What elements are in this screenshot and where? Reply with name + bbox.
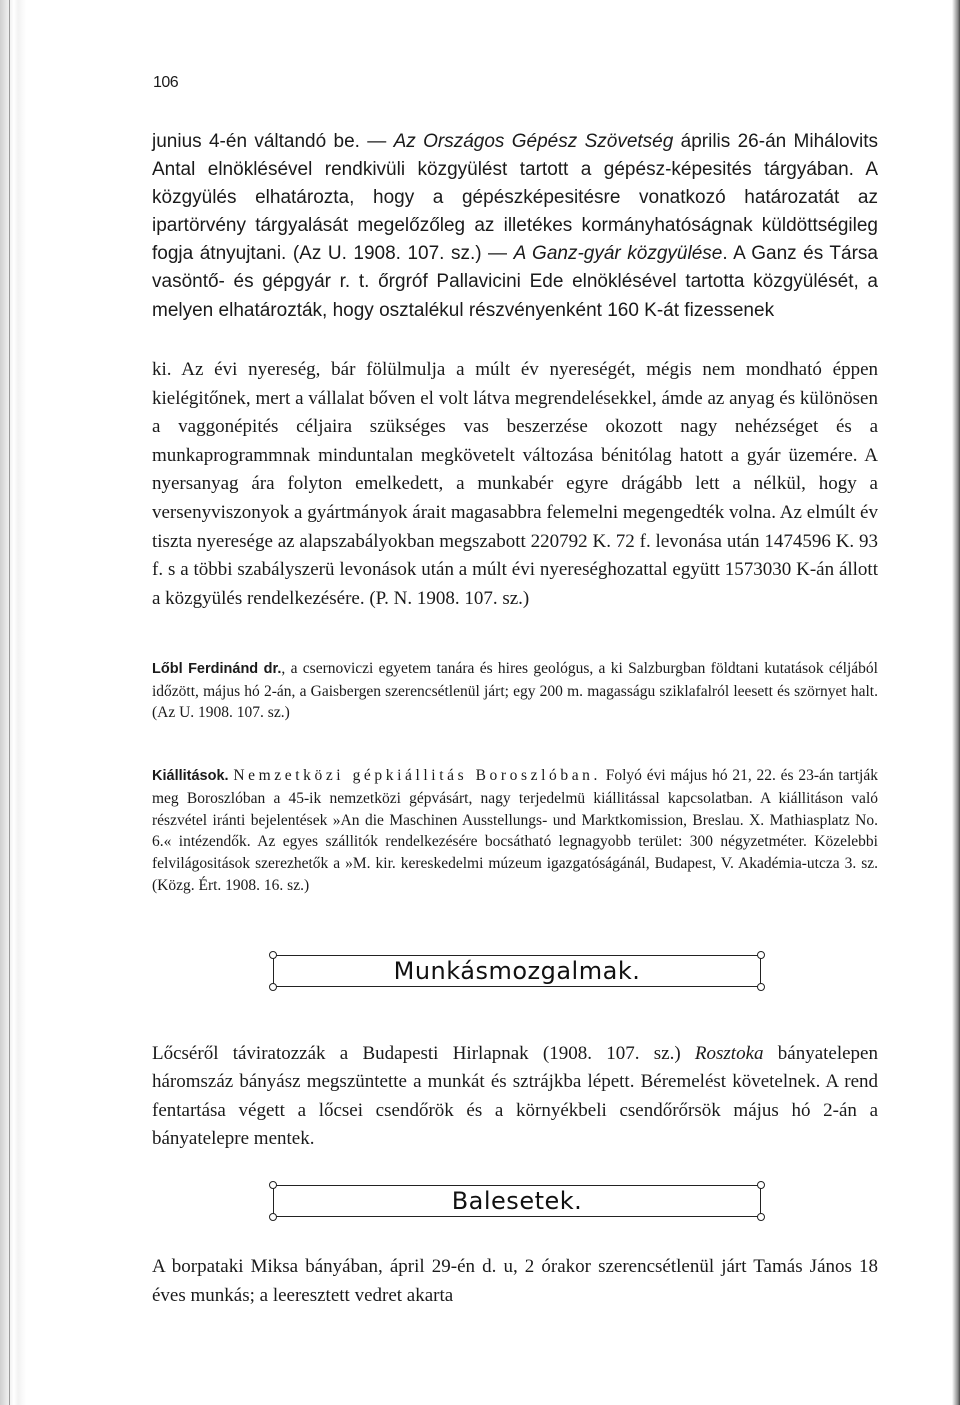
italic-run: Az Országos Gépész Szövetség: [393, 131, 674, 152]
text-run: junius 4-én váltandó be. —: [152, 131, 394, 152]
bold-run: Lőbl Ferdinánd dr.: [152, 661, 282, 677]
paragraph-orszagos-gepesz: [152, 128, 878, 325]
paragraph-kiallitasok: [152, 765, 878, 897]
paragraph-lobl: [152, 658, 878, 724]
page-edge: [952, 0, 960, 1405]
text-run: . A Ganz és Társa vasöntő- és gépgyár r. t. őrgróf Pallavicini Ede elnöklésével tartotta közgyülését, a melyen elhatározták, hogy osztalékul részvényenként 160 K-át fizessenek: [152, 243, 878, 321]
heading-text: Balesetek.: [451, 1187, 583, 1215]
italic-run: Rosztoka: [694, 1043, 764, 1064]
page-number: 106: [153, 74, 179, 91]
bold-run: Kiállitások.: [152, 768, 229, 784]
page-binding-shadow: [0, 0, 26, 1405]
text-run: , a csernoviczi egyetem tanára és hires geológus, a ki Salzburgban földtani kutatások céljából időzött, május hó 2-án, a Gaisbergen szerencsétlenül járt; egy 200 m. magasságu sziklafalról leesett és szörnyet halt. (Az U. 1908. 107. sz.): [152, 660, 878, 721]
text-run: bányatelepen háromszáz bányász megszüntette a munkát és sztrájkba lépett. Béremelést követelnek. A rend fentartása végett a lőcsei csendőrök és a környékbeli csendőrőrsök május hó 2-án a bányatelepre mentek.: [152, 1043, 878, 1149]
section-heading-munkasmozgalmak: [268, 950, 766, 992]
text-run: április 26-án Mihálovits Antal elnöklésével rendkivüli közgyülést tartott a gépész-képesités tárgyában. A közgyülés elhatározta, hogy a gépészképesitésre vonatkozó határozatát az ipartörvény tárgyalását megelőzőleg az illetékes kormányhatóságnak küldöttségileg fogja átnyujtani. (Az U. 1908. 107. sz.) —: [152, 131, 879, 265]
italic-run: A Ganz-gyár közgyülése: [513, 243, 723, 265]
paragraph-locse: [152, 1040, 878, 1153]
heading-text: Munkásmozgalmak.: [393, 957, 641, 985]
text-run: Folyó évi május hó 21, 22. és 23-án tartják meg Boroszlóban a 45-ik nemzetközi gépvásárt, nagy terjedelmü kiállitással kapcsolatban. A kiállitáson való részvétel iránti bejelentések »An die Maschinen Ausstellungs- und Marktkomission, Breslau. X. Mathiasplatz No. 6.« intézendők. Az egyes szállitók rendelkezésére bocsátható legnagyobb terület: 300 négyzetméter. Közelebbi felvilágositások szerezhetők a »M. kir. kereskedelmi múzeum igazgatóságánál, Budapest, V. Akadémia-utcza 3. sz. (Közg. Ért. 1908. 16. sz.): [152, 767, 878, 894]
text-run: Lőcséről táviratozzák a Budapesti Hirlapnak (1908. 107. sz.): [152, 1043, 695, 1064]
spaced-run: Nemzetközi gépkiállitás Boroszlóban.: [233, 767, 601, 784]
paragraph-ganz-continued: ki. Az évi nyereség, bár fölülmulja a múlt év nyereségét, mégis nem mondható éppen kielégitőnek, mert a vállalat bőven el volt látva megrendelésekkel, ámde az anyag és különösen a vaggonépités céljaira szükséges vas beszerzése okozott nagy nehézséget és a munkaprogrammnak minduntalan megkövetelt változása bénitólag hatott a gyár üzemére. A nyersanyag ára folyton emelkedett, a munkabér egyre drágább lett a nélkül, hogy a versenyviszonyok a gyártmányok árait magasabbra felemelni megengedték volna. Az elmúlt év tiszta nyeresége az alapszabályokban megszabott 220792 K. 72 f. levonása után 1474596 K. 93 f. s a többi szabályszerü levonások után a múlt évi nyereséghozattal együtt 1573030 K-án állott a közgyülés rendelkezésére. (P. N. 1908. 107. sz.): [152, 359, 878, 609]
section-heading-balesetek: [268, 1180, 766, 1222]
paragraph-borpatak: A borpataki Miksa bányában, ápril 29-én d. u, 2 órakor szerencsétlenül járt Tamás János 18 éves munkás; a leeresztett vedret akarta: [152, 1256, 878, 1306]
